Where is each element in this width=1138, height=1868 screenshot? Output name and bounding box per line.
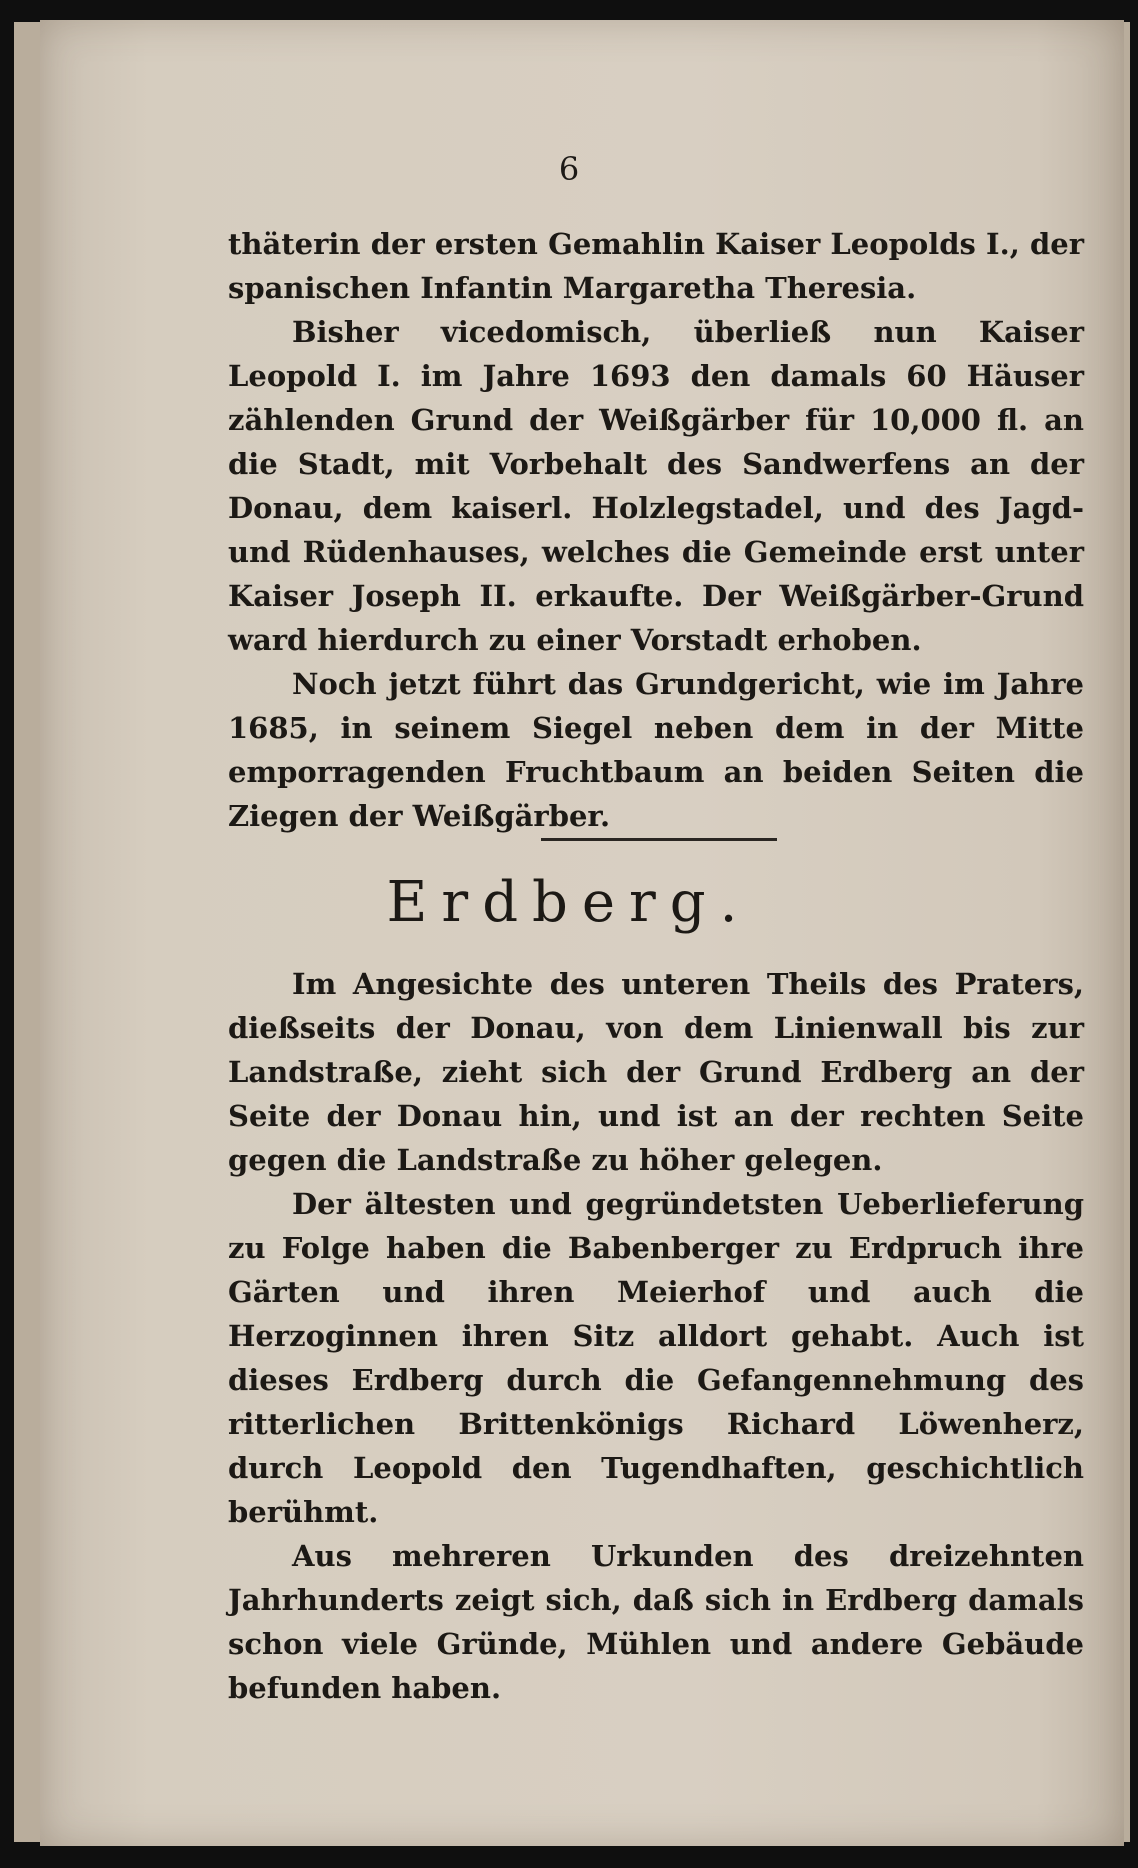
section1-body — [228, 222, 1084, 838]
paragraph: Der ältesten und gegründetsten Ueberlieferung zu Folge haben die Babenberger zu Erdpruch ihre Gärten und ihren Meierhof und auch die Herzoginnen ihren Sitz alldort gehabt. Auch ist dieses Erdberg durch die Gefangennehmung des ritterlichen Brittenkönigs Richard Löwenherz, durch Leopold den Tugendhaften, geschichtlich berühmt. — [228, 1187, 1084, 1529]
paragraph: Im Angesichte des unteren Theils des Praters, dießseits der Donau, von dem Linienwall bis zur Landstraße, zieht sich der Grund Erdberg an der Seite der Donau hin, und ist an der rechten Seite gegen die Landstraße zu höher gelegen. — [228, 967, 1084, 1177]
paragraph: thäterin der ersten Gemahlin Kaiser Leopolds I., der spanischen Infantin Margaretha Theresia. — [228, 227, 1084, 305]
section-heading: Erdberg. — [386, 870, 752, 935]
page-number: 6 — [558, 150, 580, 188]
paragraph: Aus mehreren Urkunden des dreizehnten Jahrhunderts zeigt sich, daß sich in Erdberg damals schon viele Gründe, Mühlen und andere Gebäude befunden haben. — [228, 1539, 1084, 1705]
section2-body — [228, 962, 1084, 1710]
paragraph: Noch jetzt führt das Grundgericht, wie im Jahre 1685, in seinem Siegel neben dem in der Mitte emporragenden Fruchtbaum an beiden Seiten die Ziegen der Weißgärber. — [228, 667, 1084, 833]
section-divider — [541, 838, 777, 841]
paragraph: Bisher vicedomisch, überließ nun Kaiser Leopold I. im Jahre 1693 den damals 60 Häuser zählenden Grund der Weißgärber für 10,000 fl. an die Stadt, mit Vorbehalt des Sandwerfens an der Donau, dem kaiserl. Holzlegstadel, und des Jagd- und Rüdenhauses, welches die Gemeinde erst unter Kaiser Joseph II. erkaufte. Der Weißgärber-Grund ward hierdurch zu einer Vorstadt erhoben. — [228, 315, 1084, 657]
